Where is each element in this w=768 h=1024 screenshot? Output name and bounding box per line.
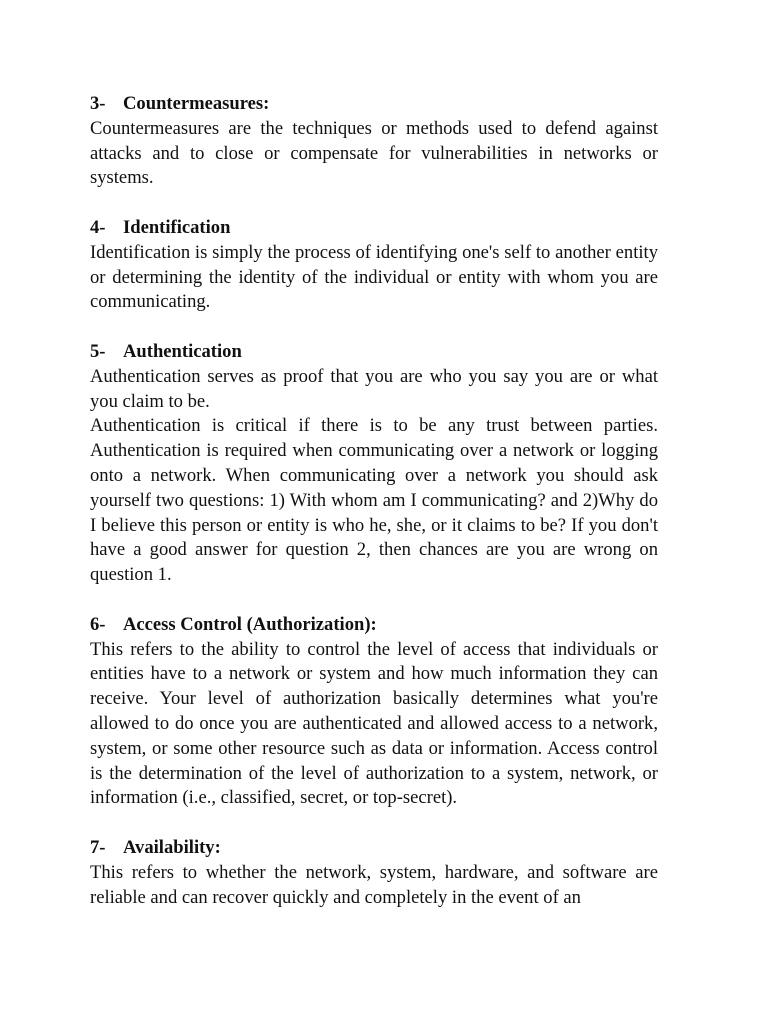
section-authentication [90,340,658,588]
section-paragraph: Identification is simply the process of identifying one's self to another entity or determining the identity of the individual or entity with whom you are communicating. [90,241,658,313]
section-title: Countermeasures: [123,93,270,114]
section-identification [90,216,658,315]
section-title: Authentication [123,340,242,362]
section-title: Identification [123,216,231,238]
section-heading [90,836,658,861]
section-number: 5- [90,340,106,362]
section-heading [90,613,658,638]
section-number: 7- [90,836,106,858]
section-paragraph: Authentication serves as proof that you are who you say you are or what you claim to be. [90,365,658,412]
section-number: 3- [90,93,106,114]
document-page [90,92,658,935]
section-number: 4- [90,216,106,238]
section-heading [90,216,658,241]
section-number: 6- [90,613,106,635]
section-title: Access Control (Authorization): [123,613,377,635]
section-paragraph: Authentication is critical if there is to be any trust between parties. Authentication is required when communicating over a network or logging onto a network. When communicating over a network you should ask yourself two questions: 1) With whom am I communicating? and 2)Why do I believe this person or entity is who he, she, or it claims to be? If you don't have a good answer for question 2, then chances are you are wrong on question 1. [90,415,658,586]
section-paragraph: This refers to the ability to control the level of access that individuals or entities have to a network or system and how much information they can receive. Your level of authorization basically determines what you're allowed to do once you are authenticated and allowed access to a network, system, or some other resource such as data or information. Access control is the determination of the level of authorization to a system, network, or information (i.e., classified, secret, or top-secret). [90,638,658,809]
section-paragraph: Countermeasures are the techniques or methods used to defend against attacks and to close or compensate for vulnerabilities in networks or systems. [90,117,658,189]
section-countermeasures [90,92,658,191]
section-availability [90,836,658,910]
section-access-control [90,613,658,811]
section-title: Availability: [123,836,221,858]
section-heading [90,340,658,365]
section-heading [90,92,658,117]
section-paragraph: This refers to whether the network, system, hardware, and software are reliable and can recover quickly and completely in the event of an [90,861,658,908]
